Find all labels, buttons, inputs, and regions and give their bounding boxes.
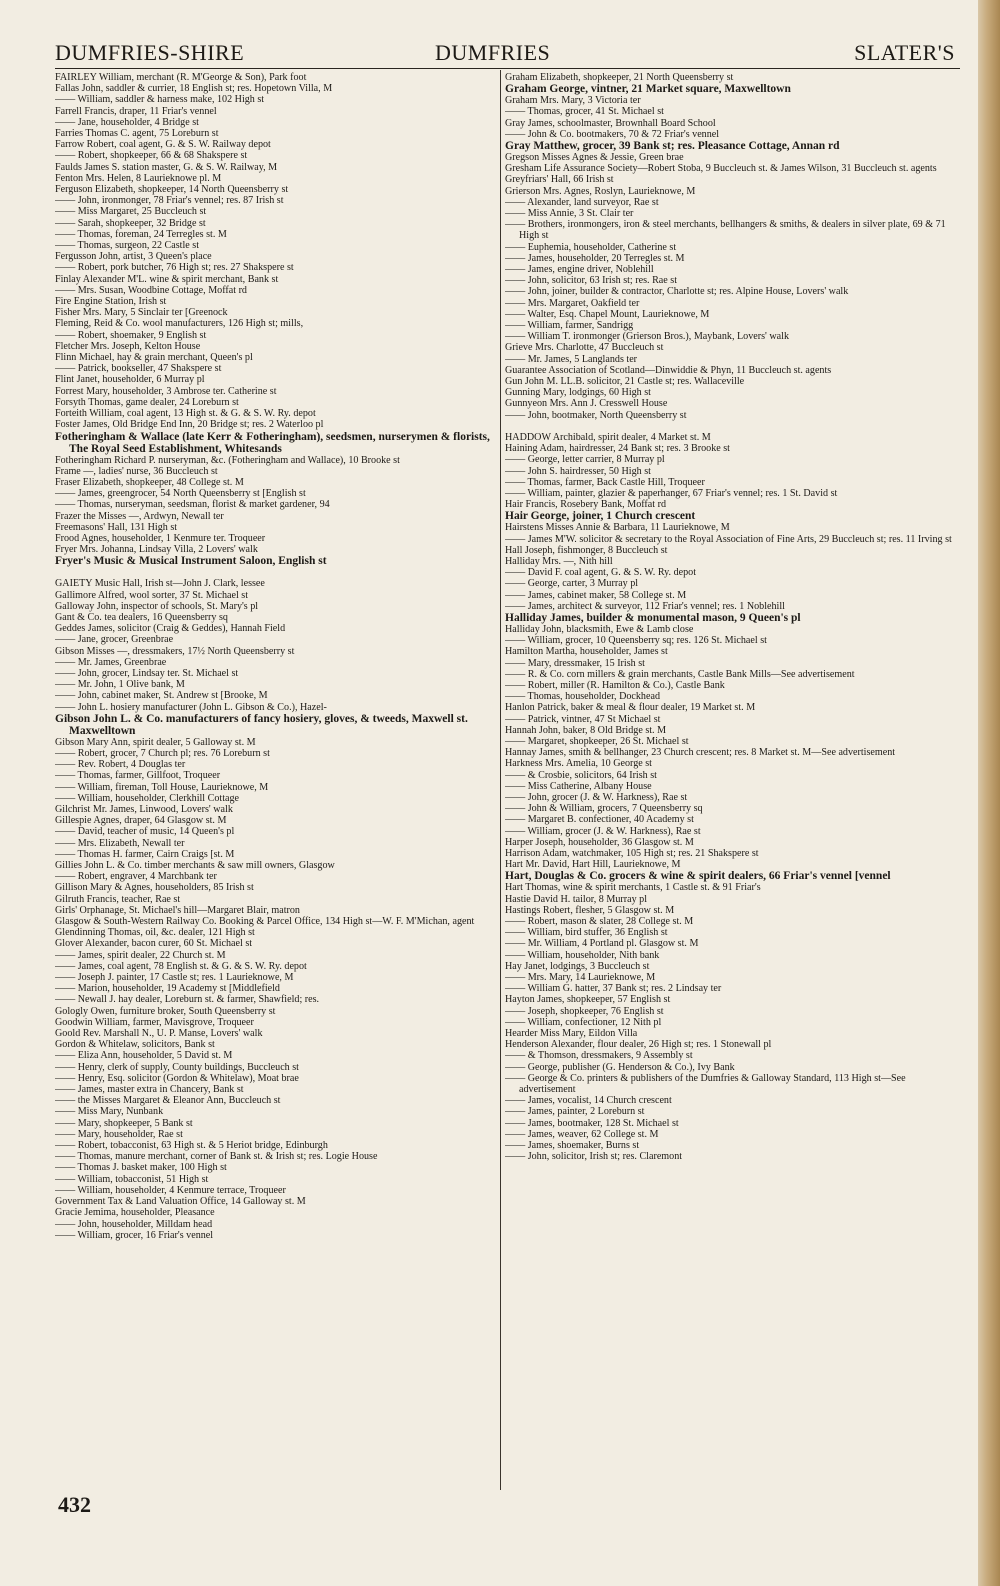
directory-entry: —— William, farmer, Sandrigg [505, 320, 634, 332]
directory-entry: —— Mr. John, 1 Olive bank, M [55, 679, 185, 691]
page-number: 432 [58, 1492, 91, 1517]
directory-entry: —— John, solicitor, Irish st; res. Claremont [505, 1151, 683, 1163]
directory-entry: —— John, bootmaker, North Queensberry st [505, 409, 687, 421]
directory-entry: Gregson Misses Agnes & Jessie, Green brae [505, 152, 684, 164]
column-divider [500, 70, 501, 1490]
directory-entry: —— Brothers, ironmongers, iron & steel merchants, bellhangers & smiths, & dealers in silver plate, 69 & 71 High st [505, 219, 946, 242]
directory-entry: Gallimore Alfred, wool sorter, 37 St. Michael st [55, 589, 249, 601]
header-county: DUMFRIES-SHIRE [55, 40, 245, 65]
directory-entry: Henderson Alexander, flour dealer, 26 High st; res. 1 Stonewall pl [505, 1039, 772, 1051]
directory-entry: Hall Joseph, fishmonger, 8 Buccleuch st [505, 544, 668, 556]
directory-entry: Finlay Alexander M'L. wine & spirit merchant, Bank st [55, 273, 279, 285]
directory-entry: —— George & Co. printers & publishers of the Dumfries & Galloway Standard, 113 High st—See advertisement [505, 1072, 906, 1096]
directory-entry: —— Robert, shoemaker, 9 English st [55, 329, 207, 341]
directory-entry: Gillison Mary & Agnes, householders, 85 Irish st [55, 882, 254, 894]
directory-entry: Grieve Mrs. Charlotte, 47 Buccleuch st [505, 342, 664, 354]
directory-entry: Graham Elizabeth, shopkeeper, 21 North Queensberry st [505, 72, 734, 83]
directory-entry: —— Joseph J. painter, 17 Castle st; res. 1 Laurieknowe, M [55, 972, 294, 984]
directory-entry: Fotheringham Richard P. nurseryman, &c. (Fotheringham and Wallace), 10 Brooke st [55, 454, 400, 466]
directory-entry: —— William, householder, 4 Kenmure terrace, Troqueer [55, 1184, 286, 1196]
directory-entry: Guarantee Association of Scotland—Dinwiddie & Phyn, 11 Buccleuch st. agents [505, 364, 832, 376]
directory-entry: —— Thomas, farmer, Back Castle Hill, Troqueer [505, 476, 705, 488]
directory-entry: —— Thomas, grocer, 41 St. Michael st [505, 106, 664, 118]
directory-entry: —— Mr. James, 5 Langlands ter [505, 353, 638, 365]
directory-entry: Government Tax & Land Valuation Office, 14 Galloway st. M [55, 1196, 306, 1208]
directory-entry: —— William, grocer, 16 Friar's vennel [55, 1229, 214, 1241]
directory-entry: —— James, coal agent, 78 English st. & G. & S. W. Ry. depot [55, 960, 307, 972]
directory-entry: —— Mary, householder, Rae st [55, 1128, 183, 1140]
directory-entry: —— John, ironmonger, 78 Friar's vennel; res. 87 Irish st [55, 195, 284, 207]
directory-entry: Hair George, joiner, 1 Church crescent [505, 510, 696, 523]
directory-entry: Hart, Douglas & Co. grocers & wine & spirit dealers, 66 Friar's vennel [vennel [505, 870, 891, 883]
directory-entry: —— John, joiner, builder & contractor, Charlotte st; res. Alpine House, Lovers' walk [505, 286, 849, 298]
directory-entry: Ferguson Elizabeth, shopkeeper, 14 North Queensberry st [55, 184, 289, 196]
directory-entry: —— the Misses Margaret & Eleanor Ann, Buccleuch st [55, 1095, 281, 1107]
directory-entry: —— Newall J. hay dealer, Loreburn st. & farmer, Shawfield; res. [55, 994, 320, 1006]
directory-entry: —— Joseph, shopkeeper, 76 English st [505, 1005, 664, 1017]
directory-entry: —— Jane, grocer, Greenbrae [55, 634, 174, 646]
directory-entry: —— Thomas H. farmer, Cairn Craigs [st. M [55, 848, 235, 860]
directory-entry: Forrest Mary, householder, 3 Ambrose ter. Catherine st [55, 385, 277, 397]
directory-entry: —— John S. hairdresser, 50 High st [505, 465, 651, 477]
directory-entry: Freemasons' Hall, 131 High st [55, 521, 178, 533]
directory-entry: —— John, cabinet maker, St. Andrew st [Brooke, M [55, 690, 268, 702]
directory-entry: —— Patrick, vintner, 47 St Michael st [505, 713, 661, 725]
directory-entry: —— John, householder, Milldam head [55, 1218, 213, 1230]
directory-entry: —— Eliza Ann, householder, 5 David st. M [55, 1050, 233, 1062]
directory-entry: —— & Thomson, dressmakers, 9 Assembly st [505, 1050, 693, 1062]
directory-entry: Foster James, Old Bridge End Inn, 20 Bridge st; res. 2 Waterloo pl [55, 419, 324, 431]
directory-entry: —— Thomas, manure merchant, corner of Bank st. & Irish st; res. Logie House [55, 1151, 378, 1163]
directory-entry: Hart Thomas, wine & spirit merchants, 1 Castle st. & 91 Friar's [505, 882, 761, 894]
directory-entry: Hart Mr. David, Hart Hill, Laurieknowe, M [505, 859, 681, 871]
directory-entry: Geddes James, solicitor (Craig & Geddes), Hannah Field [55, 623, 286, 635]
directory-entry: —— R. & Co. corn millers & grain merchants, Castle Bank Mills—See advertisement [505, 668, 855, 680]
directory-entry: Gibson Mary Ann, spirit dealer, 5 Galloway st. M [55, 736, 256, 748]
directory-entry: Gibson John L. & Co. manufacturers of fancy hosiery, gloves, & tweeds, Maxwell st. Maxwelltown [55, 712, 468, 737]
directory-entry: —— John L. hosiery manufacturer (John L. Gibson & Co.), Hazel- [55, 701, 327, 713]
directory-entry: —— Miss Catherine, Albany House [505, 780, 652, 792]
directory-entry: Gunning Mary, lodgings, 60 High st [505, 387, 651, 399]
directory-entry: Glendinning Thomas, oil, &c. dealer, 121 High st [55, 927, 255, 939]
directory-entry: —— David F. coal agent, G. & S. W. Ry. depot [505, 567, 697, 579]
header-rule [55, 68, 960, 69]
directory-entry: —— Miss Margaret, 25 Buccleuch st [55, 206, 207, 218]
directory-entry: —— William, householder, Clerkhill Cottage [55, 792, 240, 804]
directory-entry: Glasgow & South-Western Railway Co. Booking & Parcel Office, 134 High st—W. F. M'Michan, agent [55, 916, 475, 928]
directory-entry: —— William, bird stuffer, 36 English st [505, 927, 668, 939]
directory-entry: —— Robert, engraver, 4 Marchbank ter [55, 871, 217, 883]
directory-entry: —— Margaret B. confectioner, 40 Academy st [505, 814, 694, 826]
directory-entry: —— James, architect & surveyor, 112 Friar's vennel; res. 1 Noblehill [505, 600, 785, 612]
directory-entry: —— Robert, tobacconist, 63 High st. & 5 Heriot bridge, Edinburgh [55, 1140, 328, 1152]
directory-entry: Forsyth Thomas, game dealer, 24 Loreburn st [55, 396, 239, 408]
directory-entry: —— James, greengrocer, 54 North Queensberry st [English st [55, 488, 306, 500]
directory-entry: Gordon & Whitelaw, solicitors, Bank st [55, 1039, 215, 1051]
directory-entry: —— James, master extra in Chancery, Bank st [55, 1084, 244, 1096]
directory-entry: Gilruth Francis, teacher, Rae st [55, 893, 181, 905]
directory-entry: FAIRLEY William, merchant (R. M'George & Son), Park foot [55, 72, 307, 83]
directory-entry: —— Mrs. Susan, Woodbine Cottage, Moffat rd [55, 284, 247, 296]
directory-entry: Hay Janet, lodgings, 3 Buccleuch st [505, 960, 650, 972]
directory-entry: Hayton James, shopkeeper, 57 English st [505, 994, 671, 1006]
directory-entry: —— Robert, shopkeeper, 66 & 68 Shakspere st [55, 150, 248, 162]
directory-entry: Gibson Misses —, dressmakers, 17½ North Queensberry st [55, 645, 295, 657]
directory-entry: Gant & Co. tea dealers, 16 Queensberry sq [55, 611, 228, 623]
directory-entry: Glover Alexander, bacon curer, 60 St. Michael st [55, 938, 253, 950]
directory-entry: —— Margaret, shopkeeper, 26 St. Michael st [505, 735, 689, 747]
directory-entry: Gracie Jemima, householder, Pleasance [55, 1207, 215, 1219]
directory-entry: Gologly Owen, furniture broker, South Queensberry st [55, 1005, 276, 1017]
directory-entry: Fallas John, saddler & currier, 18 English st; res. Hopetown Villa, M [55, 83, 333, 95]
directory-entry: Hairstens Misses Annie & Barbara, 11 Laurieknowe, M [505, 522, 730, 534]
directory-entry: Hastings Robert, flesher, 5 Glasgow st. M [505, 904, 675, 916]
directory-entry: —— William, saddler & harness make, 102 High st [55, 94, 265, 106]
directory-entry: —— Thomas, nurseryman, seedsman, florist & market gardener, 94 [55, 499, 330, 511]
directory-entry: —— Robert, miller (R. Hamilton & Co.), Castle Bank [505, 679, 725, 691]
directory-entry: —— James, spirit dealer, 22 Church st. M [55, 949, 226, 961]
directory-entry: —— Miss Mary, Nunbank [55, 1106, 164, 1118]
directory-entry: —— Miss Annie, 3 St. Clair ter [505, 208, 634, 220]
directory-entry: Hanlon Patrick, baker & meal & flour dealer, 19 Market st. M [505, 702, 756, 714]
directory-entry: Hair Francis, Rosebery Bank, Moffat rd [505, 499, 666, 511]
directory-entry: —— Mr. James, Greenbrae [55, 656, 167, 668]
directory-entry: —— Mrs. Margaret, Oakfield ter [505, 297, 640, 309]
directory-entry: Hannay James, smith & bellhanger, 23 Church crescent; res. 8 Market st. M—See advertisement [505, 747, 896, 759]
directory-entry: Flinn Michael, hay & grain merchant, Queen's pl [55, 352, 253, 364]
left-column [55, 72, 497, 1492]
directory-entry: Faulds James S. station master, G. & S. W. Railway, M [55, 161, 278, 173]
directory-entry: —— James, householder, 20 Terregles st. M [505, 252, 685, 264]
directory-entry: Farrell Francis, draper, 11 Friar's vennel [55, 105, 217, 117]
directory-entry: Frood Agnes, householder, 1 Kenmure ter. Troqueer [55, 532, 266, 544]
directory-entry: —— Mary, shopkeeper, 5 Bank st [55, 1117, 193, 1129]
directory-entry: Fryer Mrs. Johanna, Lindsay Villa, 2 Lovers' walk [55, 544, 258, 556]
directory-entry: Hannah John, baker, 8 Old Bridge st. M [505, 724, 667, 736]
directory-entry: —— Mary, dressmaker, 15 Irish st [505, 657, 645, 669]
directory-entry: —— Alexander, land surveyor, Rae st [505, 196, 659, 208]
directory-entry: Fergusson John, artist, 3 Queen's place [55, 251, 212, 263]
directory-entry: —— William, painter, glazier & paperhanger, 67 Friar's vennel; res. 1 St. David st [505, 487, 838, 499]
directory-entry: —— James, engine driver, Noblehill [505, 264, 654, 276]
directory-entry: —— William, tobacconist, 51 High st [55, 1173, 209, 1185]
directory-entry: Goold Rev. Marshall N., U. P. Manse, Lovers' walk [55, 1028, 263, 1040]
directory-entry: Gilchrist Mr. James, Linwood, Lovers' walk [55, 803, 233, 815]
directory-entry: Gray Matthew, grocer, 39 Bank st; res. Pleasance Cottage, Annan rd [505, 140, 840, 153]
directory-entry: —— Marion, householder, 19 Academy st [Middlefield [55, 983, 280, 995]
directory-entry: —— William, grocer (J. & W. Harkness), Rae st [505, 825, 701, 837]
directory-entry: Gunnyeon Mrs. Ann J. Cresswell House [505, 398, 668, 410]
book-binding-edge [978, 0, 1000, 1586]
directory-entry: —— William, householder, Nith bank [505, 949, 660, 961]
directory-entry: —— Sarah, shopkeeper, 32 Bridge st [55, 217, 206, 229]
directory-entry: Girls' Orphanage, St. Michael's hill—Margaret Blair, matron [55, 904, 300, 916]
directory-entry: —— William, fireman, Toll House, Laurieknowe, M [55, 781, 269, 793]
directory-entry: —— Mr. William, 4 Portland pl. Glasgow st. M [505, 938, 699, 950]
directory-entry: Hastie David H. tailor, 8 Murray pl [505, 893, 647, 905]
directory-entry: Fisher Mrs. Mary, 5 Sinclair ter [Greenock [55, 307, 228, 319]
directory-entry: —— Thomas, foreman, 24 Terregles st. M [55, 228, 227, 240]
directory-entry: Gresham Life Assurance Society—Robert Stoba, 9 Buccleuch st. & James Wilson, 31 Buccleuch st. agents [505, 163, 937, 175]
directory-entry: Goodwin William, farmer, Mavisgrove, Troqueer [55, 1016, 254, 1028]
directory-entry: —— James, weaver, 62 College st. M [505, 1128, 659, 1140]
directory-entry: Fire Engine Station, Irish st [55, 296, 167, 308]
directory-entry: —— Robert, mason & slater, 28 College st. M [505, 916, 694, 928]
directory-entry: —— James, cabinet maker, 58 College st. M [505, 589, 687, 601]
directory-entry: Harrison Adam, watchmaker, 105 High st; res. 21 Shakspere st [505, 848, 759, 859]
directory-entry: —— John & Co. bootmakers, 70 & 72 Friar's vennel [505, 128, 720, 140]
directory-entry: Fotheringham & Wallace (late Kerr & Fotheringham), seedsmen, nurserymen & florists, The Royal Seed Establishment, Whitesands [55, 430, 490, 455]
directory-entry: Fraser Elizabeth, shopkeeper, 48 College st. M [55, 476, 244, 488]
directory-entry: —— John, grocer (J. & W. Harkness), Rae st [505, 791, 688, 803]
directory-entry: —— Henry, clerk of supply, County buildings, Buccleuch st [55, 1061, 299, 1073]
directory-entry: Fenton Mrs. Helen, 8 Laurieknowe pl. M [55, 172, 222, 184]
directory-entry: —— James, bootmaker, 128 St. Michael st [505, 1117, 679, 1129]
directory-entry: —— William, confectioner, 12 Nith pl [505, 1016, 662, 1028]
directory-entry: —— Thomas J. basket maker, 100 High st [55, 1162, 227, 1174]
directory-entry: —— James M'W. solicitor & secretary to the Royal Association of Fine Arts, 29 Buccleuch st; res. 11 Irving st [505, 533, 952, 545]
directory-entry: Graham Mrs. Mary, 3 Victoria ter [505, 95, 641, 107]
directory-entry: Harkness Mrs. Amelia, 10 George st [505, 758, 652, 770]
directory-entry: —— Jane, householder, 4 Bridge st [55, 116, 199, 128]
directory-entry: Fryer's Music & Musical Instrument Saloon, English st [55, 555, 327, 568]
right-column [505, 72, 953, 1492]
directory-entry: Gillespie Agnes, draper, 64 Glasgow st. M [55, 815, 227, 827]
directory-entry: Harper Joseph, householder, 36 Glasgow st. M [505, 836, 694, 848]
directory-entry: —— George, carter, 3 Murray pl [505, 578, 639, 590]
header-town: DUMFRIES [435, 40, 551, 65]
directory-entry: —— John, grocer, Lindsay ter. St. Michael st [55, 667, 239, 679]
directory-entry: —— William G. hatter, 37 Bank st; res. 2 Lindsay ter [505, 983, 722, 995]
directory-entry: Hearder Miss Mary, Eildon Villa [505, 1028, 638, 1040]
directory-entry: —— John, solicitor, 63 Irish st; res. Rae st [505, 275, 678, 287]
directory-entry: —— Robert, pork butcher, 76 High st; res. 27 Shakspere st [55, 262, 294, 274]
header-publisher: SLATER'S [854, 40, 955, 65]
directory-entry: Fleming, Reid & Co. wool manufacturers, 126 High st; mills, [55, 318, 304, 330]
directory-entry: HADDOW Archibald, spirit dealer, 4 Market st. M [505, 431, 711, 443]
directory-entry: —— Henry, Esq. solicitor (Gordon & Whitelaw), Moat brae [55, 1072, 299, 1084]
directory-entry: —— Euphemia, householder, Catherine st [505, 241, 677, 253]
directory-entry: —— Walter, Esq. Chapel Mount, Laurieknowe, M [505, 308, 710, 320]
directory-entry: Halliday James, builder & monumental mason, 9 Queen's pl [505, 611, 801, 624]
directory-entry: —— James, shoemaker, Burns st [505, 1140, 640, 1152]
directory-entry: Grierson Mrs. Agnes, Roslyn, Laurieknowe, M [505, 185, 696, 197]
directory-entry: —— Robert, grocer, 7 Church pl; res. 76 Loreburn st [55, 747, 270, 759]
directory-entry: —— Patrick, bookseller, 47 Shakspere st [55, 363, 222, 375]
directory-entry: Flint Janet, householder, 6 Murray pl [55, 374, 205, 386]
directory-entry: Fletcher Mrs. Joseph, Kelton House [55, 340, 201, 352]
directory-entry: —— Thomas, surgeon, 22 Castle st [55, 240, 200, 252]
directory-entry: Gun John M. LL.B. solicitor, 21 Castle st; res. Wallaceville [505, 376, 745, 388]
directory-entry: —— Thomas, householder, Dockhead [505, 691, 660, 703]
directory-entry: Gray James, schoolmaster, Brownhall Board School [505, 117, 716, 129]
directory-entry: —— Mrs. Mary, 14 Laurieknowe, M [505, 972, 656, 984]
directory-entry: Haining Adam, hairdresser, 24 Bank st; res. 3 Brooke st [505, 443, 730, 455]
directory-entry: Greyfriars' Hall, 66 Irish st [505, 174, 614, 186]
directory-entry: —— Thomas, farmer, Gillfoot, Troqueer [55, 770, 221, 782]
directory-entry: Frazer the Misses —, Ardwyn, Newall ter [55, 510, 224, 522]
directory-entry: —— George, publisher (G. Henderson & Co.), Ivy Bank [505, 1061, 735, 1073]
directory-entry: Hamilton Martha, householder, James st [505, 646, 668, 658]
directory-entry: —— George, letter carrier, 8 Murray pl [505, 454, 665, 466]
directory-entry: —— James, vocalist, 14 Church crescent [505, 1095, 672, 1107]
directory-entry: Halliday Mrs. —, Nith hill [505, 555, 613, 567]
directory-entry: —— William T. ironmonger (Grierson Bros.), Maybank, Lovers' walk [505, 331, 789, 343]
directory-entry: Frame —, ladies' nurse, 36 Buccleuch st [55, 465, 218, 477]
directory-entry: Graham George, vintner, 21 Market square, Maxwelltown [505, 83, 791, 96]
directory-entry: —— David, teacher of music, 14 Queen's pl [55, 826, 235, 838]
directory-entry: Farries Thomas C. agent, 75 Loreburn st [55, 128, 219, 140]
running-header [55, 40, 955, 68]
directory-entry: Forteith William, coal agent, 13 High st. & G. & S. W. Ry. depot [55, 408, 316, 420]
directory-entry: —— Mrs. Elizabeth, Newall ter [55, 837, 185, 849]
directory-entry: —— James, painter, 2 Loreburn st [505, 1106, 645, 1118]
directory-entry: —— William, grocer, 10 Queensberry sq; res. 126 St. Michael st [505, 635, 767, 647]
directory-entry: Halliday John, blacksmith, Ewe & Lamb close [505, 623, 694, 635]
directory-entry: —— Rev. Robert, 4 Douglas ter [55, 759, 186, 771]
directory-entry: Galloway John, inspector of schools, St. Mary's pl [55, 600, 259, 612]
directory-entry: —— John & William, grocers, 7 Queensberry sq [505, 803, 703, 815]
directory-entry: GAIETY Music Hall, Irish st—John J. Clark, lessee [55, 578, 265, 590]
directory-entry: —— & Crosbie, solicitors, 64 Irish st [505, 769, 657, 781]
directory-entry: Farrow Robert, coal agent, G. & S. W. Railway depot [55, 139, 271, 151]
directory-entry: Gillies John L. & Co. timber merchants & saw mill owners, Glasgow [55, 860, 335, 871]
